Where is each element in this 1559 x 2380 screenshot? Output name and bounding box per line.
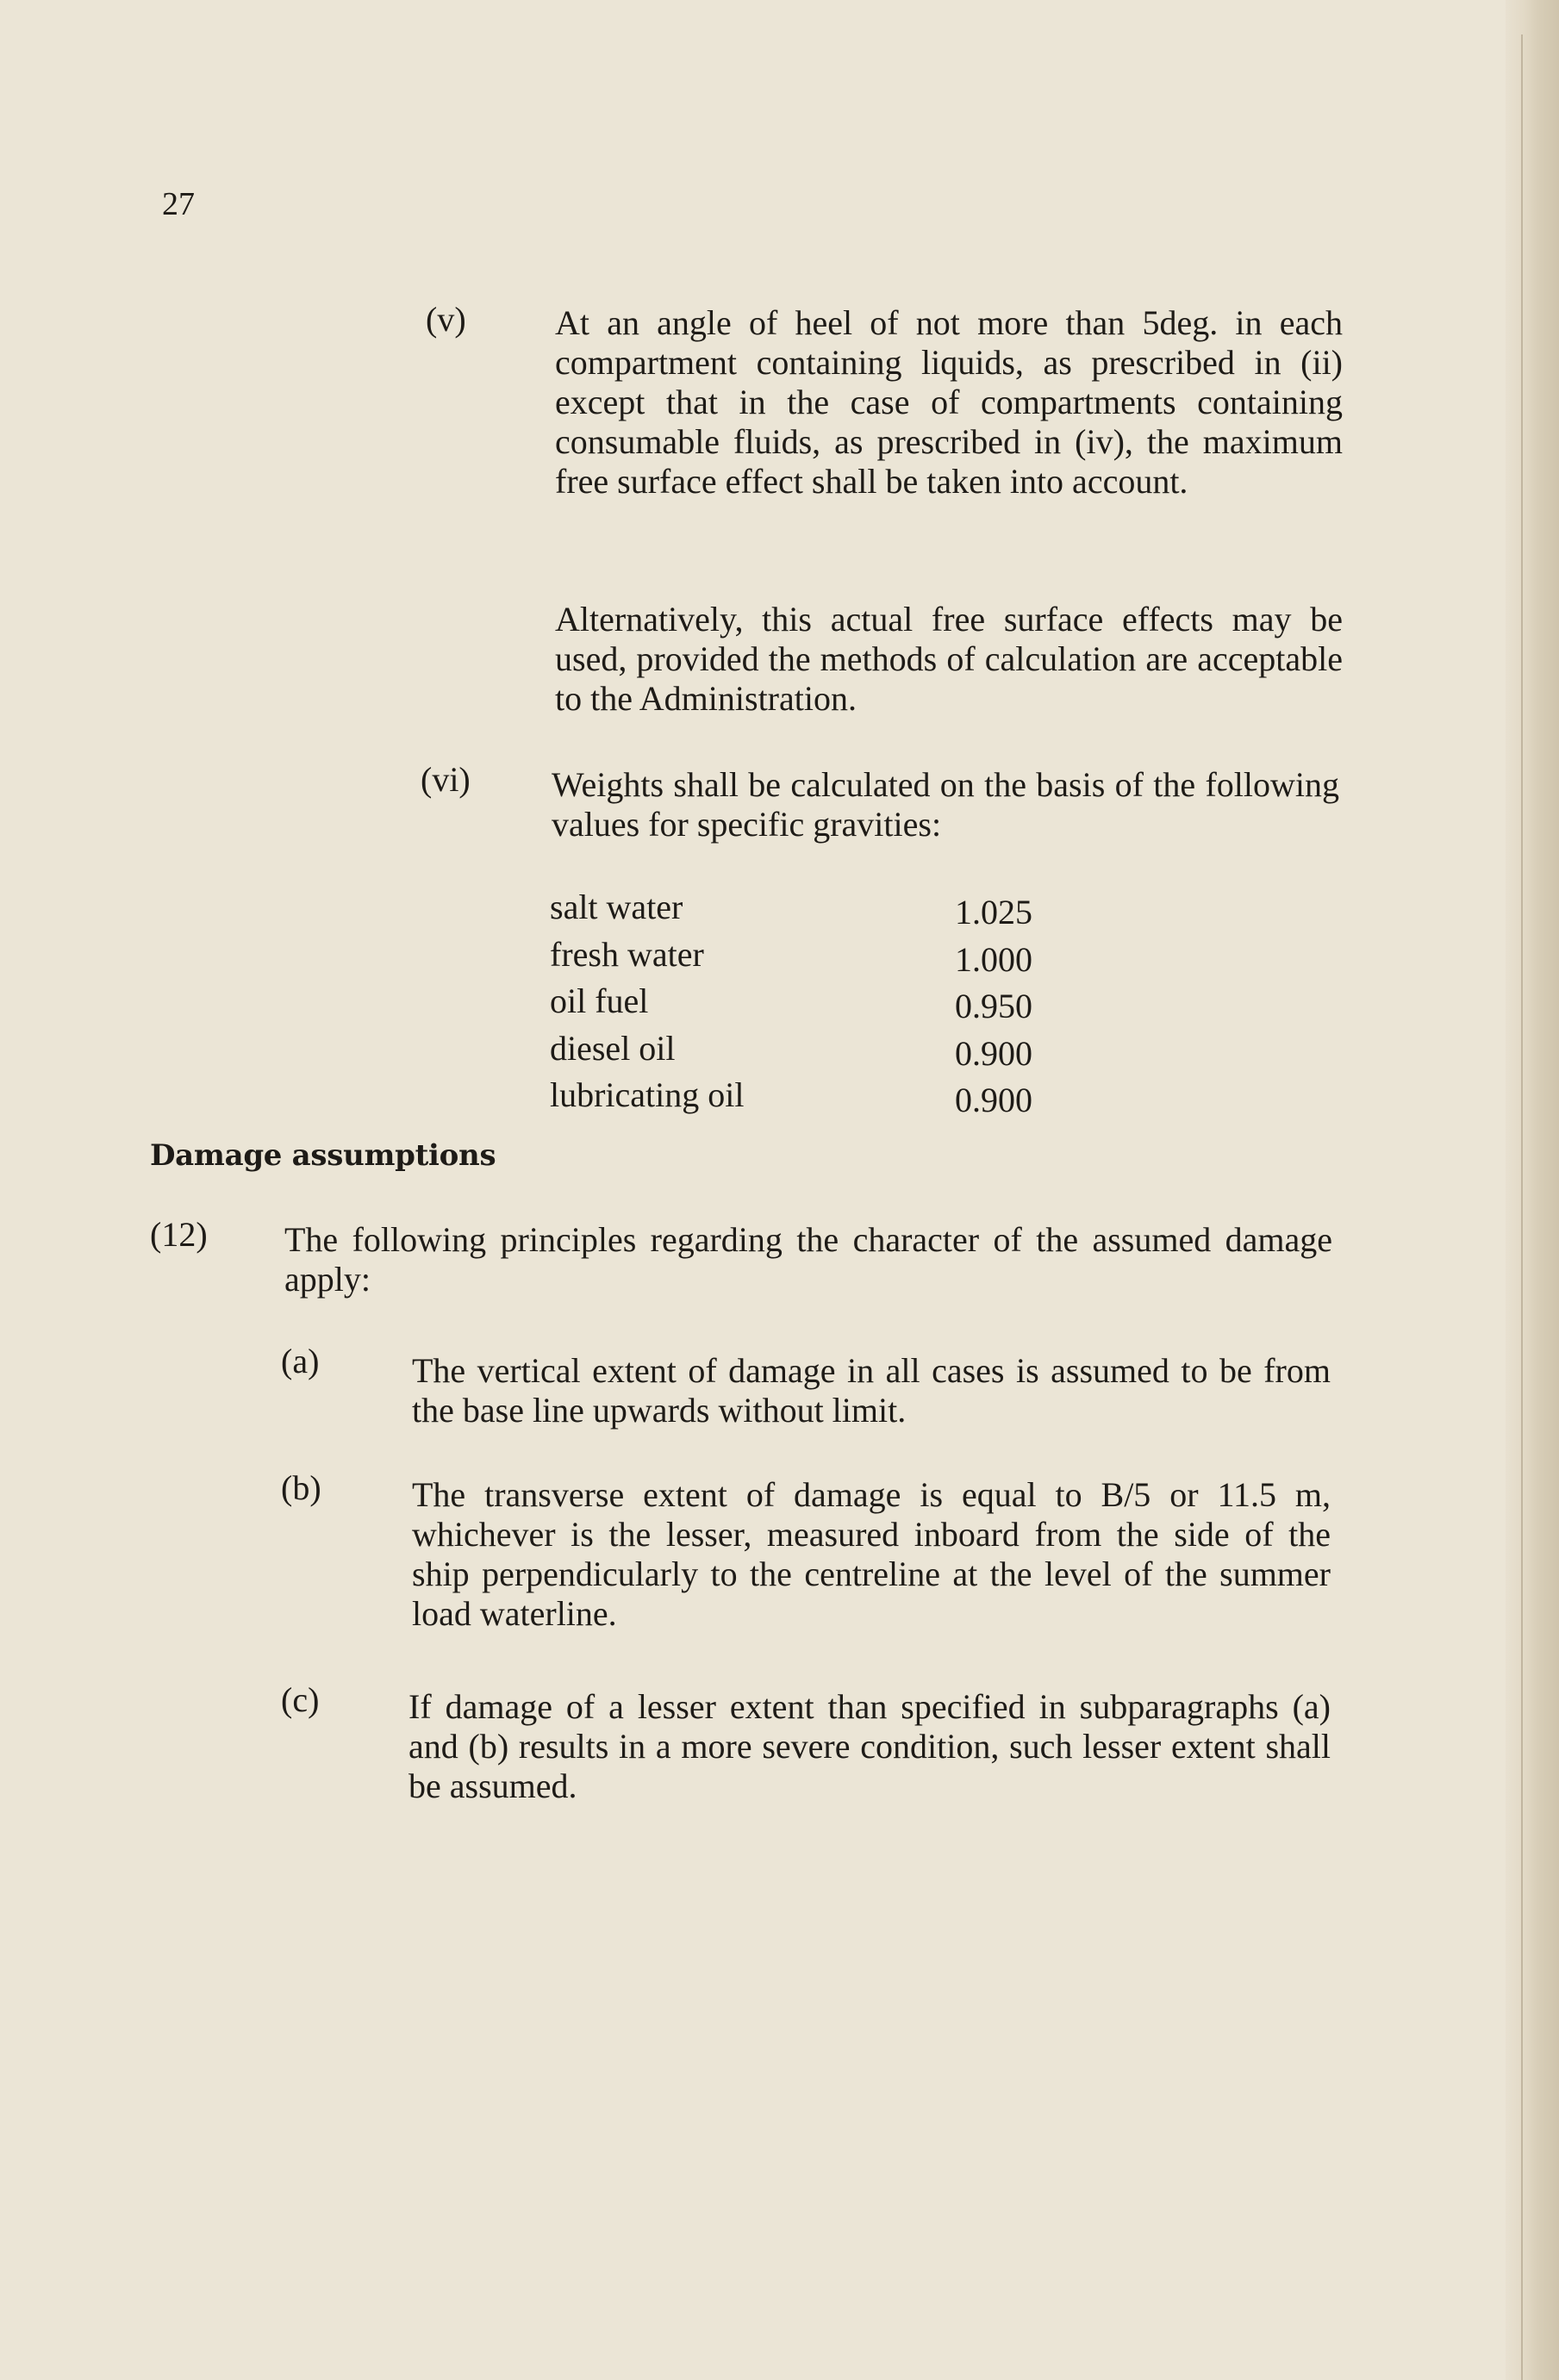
para-vi-text: Weights shall be calculated on the basis of the following values for specific gravities: [552, 765, 1339, 844]
gravity-value: 1.000 [955, 939, 1032, 979]
gravity-value: 0.950 [955, 987, 1032, 1025]
fluid-name: fresh water [550, 934, 704, 974]
para-b-text: The transverse extent of damage is equal to B/5 or 11.5 m, whichever is the lesser, measured inboard from the side of the ship perpendicularly to the centreline at the level of the summer load waterline. [412, 1475, 1331, 1633]
specific-gravity-row [550, 887, 1032, 934]
specific-gravity-table [550, 887, 1032, 1122]
para-12-text: The following principles regarding the character of the assumed damage apply: [284, 1220, 1332, 1299]
para-c-label: (c) [281, 1680, 320, 1719]
para-v-alternative: Alternatively, this actual free surface effects may be used, provided the methods of calculation are acceptable to the Administration. [555, 600, 1343, 718]
page-number: 27 [162, 186, 195, 222]
para-vi-label: (vi) [421, 760, 471, 799]
para-v-text: At an angle of heel of not more than 5deg. in each compartment containing liquids, as prescribed in (ii) except that in the case of compartments containing consumable fluids, as prescribed in (iv), the maximum free surface effect shall be taken into account. [555, 303, 1343, 501]
para-v-label: (v) [426, 300, 466, 339]
para-a-label: (a) [281, 1342, 320, 1380]
gravity-value: 0.900 [955, 1081, 1032, 1119]
gravity-value: 1.025 [955, 893, 1032, 931]
fluid-name: diesel oil [550, 1028, 676, 1068]
para-b-label: (b) [281, 1468, 321, 1507]
fluid-name: salt water [550, 888, 683, 926]
specific-gravity-row [550, 981, 1032, 1028]
section-heading: Damage assumptions [150, 1138, 496, 1173]
specific-gravity-row [550, 934, 1032, 981]
para-12-label: (12) [150, 1215, 208, 1254]
fluid-name: oil fuel [550, 981, 649, 1020]
fluid-name: lubricating oil [550, 1075, 745, 1114]
gravity-value: 0.900 [955, 1033, 1032, 1073]
specific-gravity-row [550, 1028, 1032, 1075]
specific-gravity-row [550, 1075, 1032, 1122]
para-c-text: If damage of a lesser extent than specified in subparagraphs (a) and (b) results in a more severe condition, such lesser extent shall be assumed. [408, 1687, 1331, 1805]
para-a-text: The vertical extent of damage in all cases is assumed to be from the base line upwards without limit. [412, 1351, 1331, 1430]
page-edge [1506, 0, 1559, 2380]
